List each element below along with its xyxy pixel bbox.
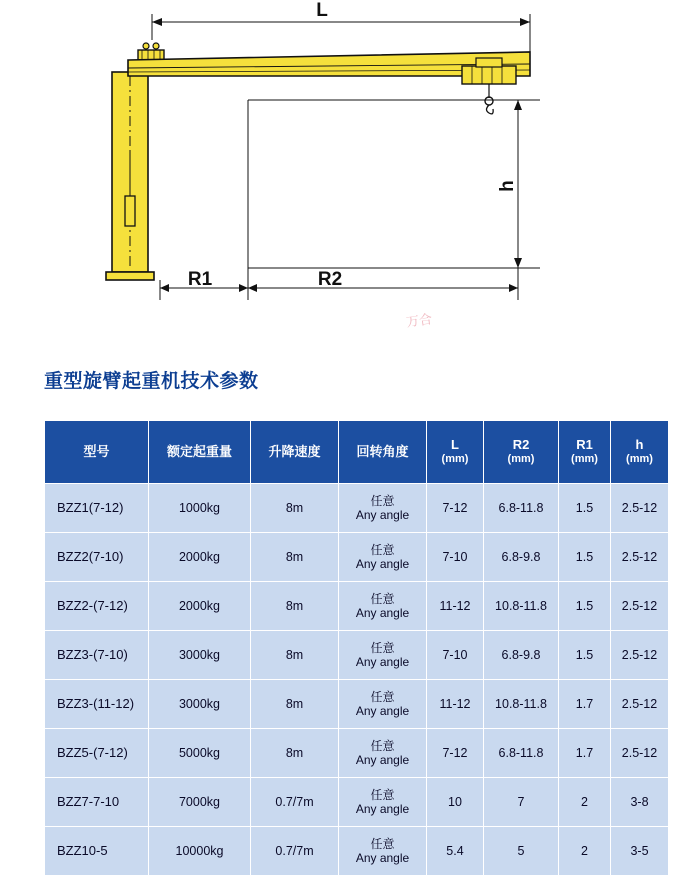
cell-L: 7-10 — [427, 533, 484, 582]
cell-R2: 6.8-9.8 — [484, 533, 559, 582]
cell-angle — [339, 778, 427, 827]
spec-table — [44, 420, 669, 876]
cell-h: 2.5-12 — [611, 680, 669, 729]
cell-R2: 7 — [484, 778, 559, 827]
angle-en: Any angle — [355, 753, 410, 767]
header-unit: (mm) — [441, 453, 469, 466]
header-unit: (mm) — [507, 453, 535, 466]
cell-model: BZZ1(7-12) — [45, 484, 149, 533]
label-R2: R2 — [317, 269, 343, 290]
jib-crane-diagram — [0, 0, 680, 350]
cell-L: 11-12 — [427, 680, 484, 729]
cell-h: 3-8 — [611, 778, 669, 827]
cell-capacity: 3000kg — [149, 680, 251, 729]
cell-speed: 8m — [251, 533, 339, 582]
column-header-R2 — [484, 421, 559, 484]
table-body — [45, 484, 669, 876]
cell-speed: 8m — [251, 680, 339, 729]
header-label: R1 — [576, 437, 593, 452]
column-header-L — [427, 421, 484, 484]
table-row — [45, 631, 669, 680]
cell-L: 5.4 — [427, 827, 484, 876]
column-header-h — [611, 421, 669, 484]
column-header-lifting-speed — [251, 421, 339, 484]
cell-angle — [339, 680, 427, 729]
cell-speed: 0.7/7m — [251, 827, 339, 876]
table-row — [45, 533, 669, 582]
cell-L: 11-12 — [427, 582, 484, 631]
label-L: L — [316, 0, 328, 21]
header-label: 回转角度 — [356, 443, 409, 459]
cell-capacity: 2000kg — [149, 582, 251, 631]
angle-cn: 任意 — [370, 689, 395, 704]
cell-model: BZZ3-(11-12) — [45, 680, 149, 729]
cell-speed: 8m — [251, 631, 339, 680]
cell-capacity: 10000kg — [149, 827, 251, 876]
cell-R1: 1.5 — [559, 533, 611, 582]
header-label: L — [451, 437, 459, 452]
cell-R2: 10.8-11.8 — [484, 680, 559, 729]
column-header-model — [45, 421, 149, 484]
angle-en: Any angle — [355, 704, 410, 718]
cell-capacity: 7000kg — [149, 778, 251, 827]
cell-model: BZZ7-7-10 — [45, 778, 149, 827]
cell-R2: 6.8-9.8 — [484, 631, 559, 680]
cell-h: 2.5-12 — [611, 484, 669, 533]
cell-angle — [339, 729, 427, 778]
cell-capacity: 1000kg — [149, 484, 251, 533]
cell-speed: 8m — [251, 582, 339, 631]
cell-h: 2.5-12 — [611, 582, 669, 631]
hoist-trolley — [462, 58, 516, 114]
cell-capacity: 2000kg — [149, 533, 251, 582]
angle-en: Any angle — [355, 508, 410, 522]
header-label: 型号 — [83, 443, 110, 459]
cell-R1: 1.5 — [559, 484, 611, 533]
cell-h: 3-5 — [611, 827, 669, 876]
column-header-R1 — [559, 421, 611, 484]
table-header-row — [45, 421, 669, 484]
cell-model: BZZ10-5 — [45, 827, 149, 876]
cell-h: 2.5-12 — [611, 729, 669, 778]
table-row — [45, 680, 669, 729]
label-R1: R1 — [187, 269, 213, 290]
cell-R1: 2 — [559, 778, 611, 827]
cell-R1: 2 — [559, 827, 611, 876]
header-label: h — [635, 437, 644, 452]
cell-R1: 1.5 — [559, 582, 611, 631]
cell-h: 2.5-12 — [611, 631, 669, 680]
cell-speed: 0.7/7m — [251, 778, 339, 827]
cell-angle — [339, 631, 427, 680]
cell-model: BZZ5-(7-12) — [45, 729, 149, 778]
table-row — [45, 729, 669, 778]
angle-cn: 任意 — [370, 591, 395, 606]
angle-en: Any angle — [355, 655, 410, 669]
cell-model: BZZ2-(7-12) — [45, 582, 149, 631]
column-header-capacity — [149, 421, 251, 484]
label-h: h — [497, 180, 518, 192]
cell-R1: 1.5 — [559, 631, 611, 680]
table-row — [45, 582, 669, 631]
cell-speed: 8m — [251, 729, 339, 778]
page-title: 重型旋臂起重机技术参数 — [44, 371, 259, 392]
column-header-slewing-angle — [339, 421, 427, 484]
cell-h: 2.5-12 — [611, 533, 669, 582]
angle-cn: 任意 — [370, 787, 395, 802]
header-label: 额定起重量 — [166, 443, 232, 459]
watermark-text: 万合 — [405, 311, 434, 330]
angle-cn: 任意 — [370, 836, 395, 851]
angle-en: Any angle — [355, 557, 410, 571]
dimension-R2 — [248, 268, 518, 300]
cell-R2: 5 — [484, 827, 559, 876]
cell-L: 7-12 — [427, 484, 484, 533]
cell-model: BZZ2(7-10) — [45, 533, 149, 582]
cell-R2: 10.8-11.8 — [484, 582, 559, 631]
angle-cn: 任意 — [370, 738, 395, 753]
angle-cn: 任意 — [370, 542, 395, 557]
header-label: R2 — [512, 437, 530, 452]
angle-cn: 任意 — [370, 493, 395, 508]
header-label: 升降速度 — [268, 443, 321, 459]
cell-R2: 6.8-11.8 — [484, 484, 559, 533]
cell-model: BZZ3-(7-10) — [45, 631, 149, 680]
cell-L: 10 — [427, 778, 484, 827]
table-row — [45, 778, 669, 827]
envelope-guides — [248, 100, 492, 268]
cell-capacity: 5000kg — [149, 729, 251, 778]
header-unit: (mm) — [571, 453, 598, 466]
cell-R1: 1.7 — [559, 680, 611, 729]
cell-speed: 8m — [251, 484, 339, 533]
cell-angle — [339, 827, 427, 876]
cell-angle — [339, 484, 427, 533]
cell-R1: 1.7 — [559, 729, 611, 778]
cell-angle — [339, 533, 427, 582]
spec-table-wrapper — [44, 420, 658, 876]
cell-R2: 6.8-11.8 — [484, 729, 559, 778]
angle-cn: 任意 — [370, 640, 395, 655]
angle-en: Any angle — [355, 802, 410, 816]
cell-L: 7-10 — [427, 631, 484, 680]
header-unit: (mm) — [626, 453, 653, 466]
angle-en: Any angle — [355, 851, 410, 865]
angle-en: Any angle — [355, 606, 410, 620]
cell-L: 7-12 — [427, 729, 484, 778]
table-row — [45, 484, 669, 533]
cell-angle — [339, 582, 427, 631]
cell-capacity: 3000kg — [149, 631, 251, 680]
table-row — [45, 827, 669, 876]
